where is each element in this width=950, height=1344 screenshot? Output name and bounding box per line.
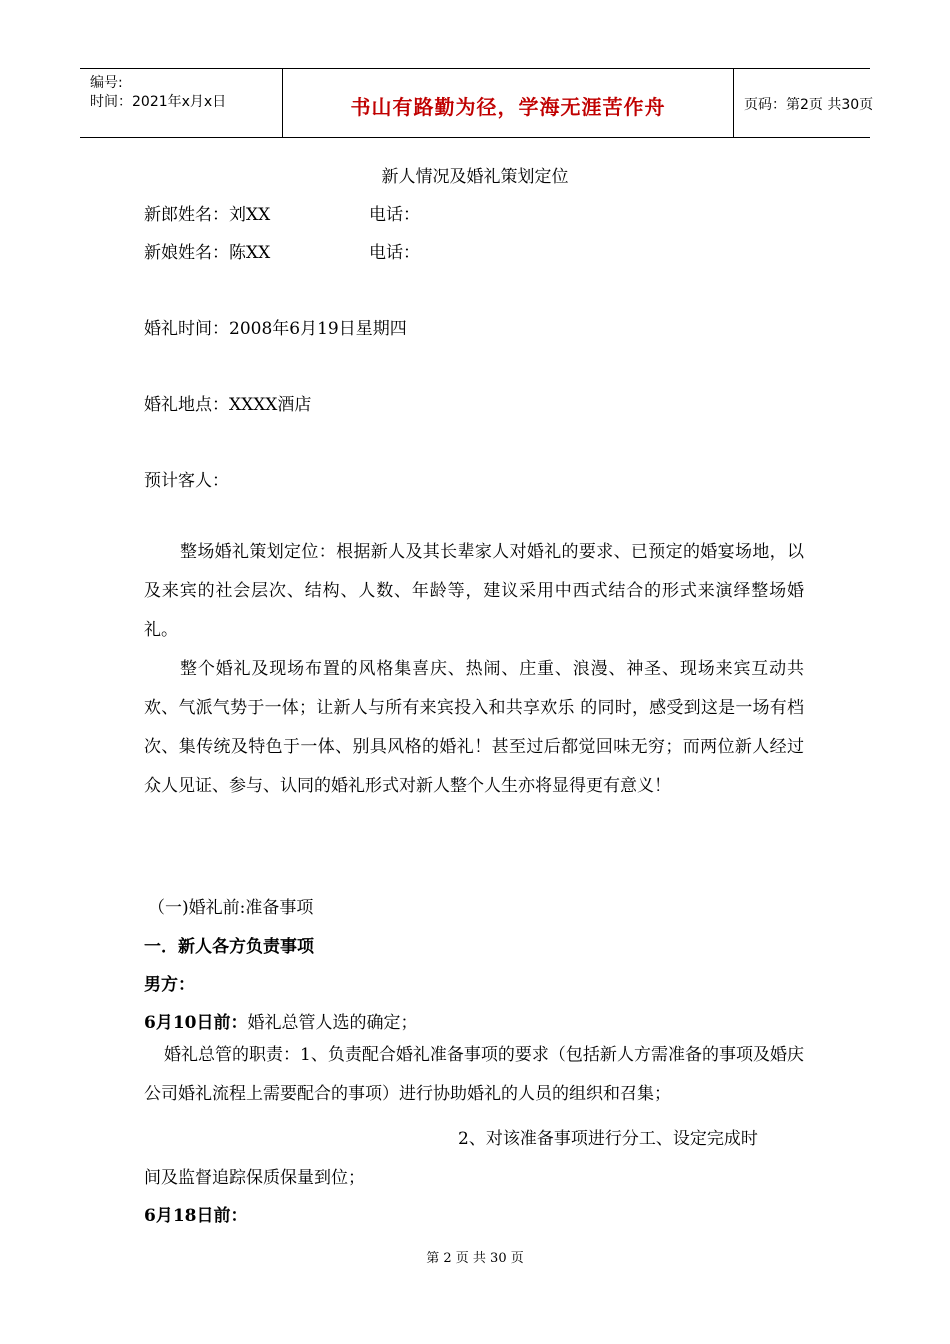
- task-item: [144, 1008, 418, 1033]
- positioning-paragraph: 整场婚礼策划定位：根据新人及其长辈家人对婚礼的要求、已预定的婚宴场地，以及来宾的社会层次、结构、人数、年龄等，建议采用中西式结合的形式来演绎整场婚礼。: [144, 542, 804, 640]
- male-side-label: 男方：: [144, 975, 195, 995]
- task-date: 6月10日前：: [144, 1013, 248, 1033]
- groom-name: 新郎姓名：刘XX: [144, 205, 271, 225]
- page-footer: 第 2 页 共 30 页: [426, 1251, 524, 1266]
- header-center-cell: [282, 69, 734, 137]
- task-text: 婚礼总管人选的确定；: [247, 1013, 418, 1033]
- document-time-label: 时间：2021年x月x日: [90, 94, 227, 110]
- header-right-cell: [734, 69, 874, 137]
- header-page-info: 页码：第2页 共30页: [744, 97, 874, 113]
- style-paragraph: 整个婚礼及现场布置的风格集喜庆、热闹、庄重、浪漫、神圣、现场来宾互动共欢、气派气势于一体；让新人与所有来宾投入和共享欢乐 的同时，感受到这是一场有档次、集传统及特色于一体、别具风格的婚礼！甚至过后都觉回味无穷；而两位新人经过众人见证、参与、认同的婚礼形式对新人整个人生亦将显得更有意义！: [144, 659, 804, 796]
- bride-name: 新娘姓名：陈XX: [144, 243, 271, 263]
- subsection-heading: 一．新人各方负责事项: [144, 937, 314, 957]
- duty-two-line-b: 间及监督追踪保质保量到位；: [144, 1168, 365, 1188]
- header-left-cell: [80, 69, 282, 137]
- wedding-place: 婚礼地点：XXXX酒店: [144, 395, 312, 415]
- wedding-time: 婚礼时间：2008年6月19日星期四: [144, 319, 407, 339]
- task-date-second: 6月18日前：: [144, 1206, 248, 1226]
- section-heading: （一)婚礼前:准备事项: [148, 898, 314, 918]
- groom-phone: 电话：: [369, 205, 420, 225]
- duty-two-line-a: 2、对该准备事项进行分工、设定完成时: [458, 1129, 758, 1149]
- header-table: [80, 68, 874, 138]
- header-motto: 书山有路勤为径，学海无涯苦作舟: [350, 95, 666, 119]
- page-title: 新人情况及婚礼策划定位: [381, 167, 569, 187]
- expected-guests: 预计客人：: [144, 471, 229, 491]
- document-code-label: 编号:: [90, 75, 123, 91]
- duties-paragraph: 婚礼总管的职责：1、负责配合婚礼准备事项的要求（包括新人方需准备的事项及婚庆公司婚礼流程上需要配合的事项）进行协助婚礼的人员的组织和召集；: [144, 1045, 804, 1104]
- bride-phone: 电话：: [369, 243, 420, 263]
